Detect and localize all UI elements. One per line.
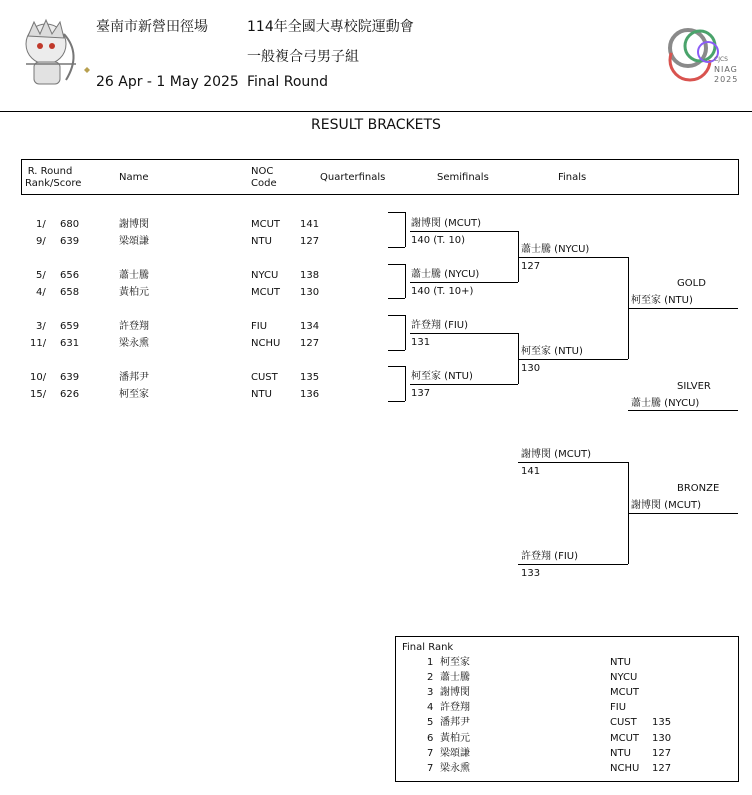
sf-score: 140 (T. 10) — [411, 235, 466, 246]
qf-line — [388, 350, 405, 351]
seed-noc: CUST — [251, 372, 278, 383]
sf-score: 131 — [411, 337, 431, 348]
rank-number: 5 — [427, 717, 434, 728]
seed-score: 626 — [60, 389, 80, 400]
col-noc-line2: Code — [251, 178, 277, 189]
sf-line — [410, 231, 518, 232]
rank-number: 2 — [427, 672, 434, 683]
seed-qf-score: 134 — [300, 321, 320, 332]
seed-rank: 9/ — [36, 236, 46, 247]
final-score: 127 — [521, 261, 541, 272]
rank-noc: MCUT — [610, 733, 640, 744]
event-name: 114年全國大專校院運動會 — [247, 19, 414, 35]
rank-name: 柯至家 — [440, 657, 470, 668]
logo-text-mid: NIAG — [714, 65, 738, 74]
games-logo — [662, 24, 740, 86]
rank-name: 潘邦尹 — [440, 717, 470, 728]
seed-score: 639 — [60, 236, 80, 247]
bronze-line — [518, 564, 628, 565]
rank-name: 梁永熏 — [440, 763, 470, 774]
bronze-name: 許登翔 (FIU) — [521, 551, 579, 562]
rank-score: 130 — [652, 733, 672, 744]
bronze-name: 謝博閔 (MCUT) — [521, 449, 592, 460]
seed-name: 謝博閔 — [119, 219, 149, 230]
division-name: 一般複合弓男子組 — [247, 49, 359, 65]
seed-noc: MCUT — [251, 287, 281, 298]
seed-rank: 10/ — [30, 372, 47, 383]
seed-noc: NYCU — [251, 270, 279, 281]
seed-qf-score: 130 — [300, 287, 320, 298]
final-name: 蕭士騰 (NYCU) — [521, 244, 590, 255]
qf-line — [405, 366, 406, 401]
seed-score: 656 — [60, 270, 80, 281]
col-rank-score-line1: R. Round — [27, 166, 73, 177]
sf-score: 137 — [411, 388, 431, 399]
logo-text-top: CJCS — [714, 56, 728, 63]
mascot-logo — [16, 14, 92, 94]
rank-number: 7 — [427, 748, 434, 759]
col-semifinals: Semifinals — [437, 172, 489, 183]
sf-name: 謝博閔 (MCUT) — [411, 218, 482, 229]
bronze-score: 133 — [521, 568, 541, 579]
seed-name: 潘邦尹 — [119, 372, 149, 383]
rank-score: 135 — [652, 717, 672, 728]
seed-noc: NTU — [251, 389, 272, 400]
qf-line — [388, 264, 405, 265]
sf-line — [410, 333, 518, 334]
rank-noc: MCUT — [610, 687, 640, 698]
round-name: Final Round — [247, 74, 329, 90]
final-rank-title: Final Rank — [402, 642, 454, 653]
col-quarterfinals: Quarterfinals — [320, 172, 386, 183]
qf-line — [388, 298, 405, 299]
event-dates: 26 Apr - 1 May 2025 — [96, 74, 239, 90]
seed-score: 680 — [60, 219, 80, 230]
gold-winner: 柯至家 (NTU) — [631, 295, 693, 306]
seed-score: 659 — [60, 321, 80, 332]
rank-number: 6 — [427, 733, 434, 744]
rank-name: 黃柏元 — [440, 733, 470, 744]
final-name: 柯至家 (NTU) — [521, 346, 583, 357]
gold-line — [628, 308, 738, 309]
qf-line — [388, 247, 405, 248]
rank-noc: CUST — [610, 717, 637, 728]
rank-score: 127 — [652, 748, 672, 759]
sf-score: 140 (T. 10+) — [411, 286, 474, 297]
bronze-score: 141 — [521, 466, 541, 477]
seed-noc: MCUT — [251, 219, 281, 230]
qf-line — [388, 366, 405, 367]
rank-noc: NTU — [610, 748, 631, 759]
col-name: Name — [119, 172, 149, 183]
header-divider — [0, 111, 752, 112]
col-rank-score-line2: Rank/Score — [25, 178, 82, 189]
rank-noc: NYCU — [610, 672, 638, 683]
seed-name: 蕭士騰 — [119, 270, 149, 281]
qf-line — [388, 401, 405, 402]
seed-score: 639 — [60, 372, 80, 383]
final-score: 130 — [521, 363, 541, 374]
rank-name: 謝博閔 — [440, 687, 470, 698]
page-title: RESULT BRACKETS — [311, 117, 441, 133]
rank-number: 3 — [427, 687, 434, 698]
silver-winner: 蕭士騰 (NYCU) — [631, 398, 700, 409]
logo-text-year: 2025 — [714, 75, 739, 84]
rank-noc: NCHU — [610, 763, 640, 774]
qf-line — [405, 264, 406, 298]
sf-line — [410, 384, 518, 385]
rank-name: 許登翔 — [440, 702, 470, 713]
seed-score: 631 — [60, 338, 80, 349]
seed-qf-score: 141 — [300, 219, 320, 230]
seed-name: 許登翔 — [119, 321, 149, 332]
qf-line — [388, 212, 405, 213]
seed-rank: 4/ — [36, 287, 46, 298]
seed-name: 黃柏元 — [119, 287, 149, 298]
rank-noc: FIU — [610, 702, 627, 713]
bronze-winner: 謝博閔 (MCUT) — [631, 500, 702, 511]
col-noc — [251, 166, 277, 190]
seed-name: 柯至家 — [119, 389, 149, 400]
bronze-label: BRONZE — [677, 483, 720, 494]
seed-qf-score: 135 — [300, 372, 320, 383]
seed-noc: NCHU — [251, 338, 281, 349]
rank-score: 127 — [652, 763, 672, 774]
final-line — [518, 359, 628, 360]
seed-noc: NTU — [251, 236, 272, 247]
rank-name: 梁頌謙 — [440, 748, 470, 759]
seed-name: 梁永熏 — [119, 338, 149, 349]
seed-rank: 1/ — [36, 219, 46, 230]
col-rank-score — [25, 166, 82, 190]
seed-score: 658 — [60, 287, 80, 298]
sf-name: 柯至家 (NTU) — [411, 371, 473, 382]
seed-qf-score: 138 — [300, 270, 320, 281]
seed-qf-score: 127 — [300, 338, 320, 349]
seed-qf-score: 127 — [300, 236, 320, 247]
sf-line — [410, 282, 518, 283]
rank-name: 蕭士騰 — [440, 672, 470, 683]
seed-name: 梁頌謙 — [119, 236, 149, 247]
bronze-line — [518, 462, 628, 463]
qf-line — [405, 315, 406, 350]
seed-qf-score: 136 — [300, 389, 320, 400]
final-line — [518, 257, 628, 258]
qf-line — [388, 315, 405, 316]
seed-rank: 15/ — [30, 389, 47, 400]
col-noc-line1: NOC — [251, 166, 274, 177]
venue-name: 臺南市新營田徑場 — [96, 19, 208, 35]
silver-label: SILVER — [677, 381, 711, 392]
gold-label: GOLD — [677, 278, 706, 289]
sf-name: 蕭士騰 (NYCU) — [411, 269, 480, 280]
seed-noc: FIU — [251, 321, 268, 332]
seed-rank: 11/ — [30, 338, 47, 349]
seed-rank: 3/ — [36, 321, 46, 332]
sf-name: 許登翔 (FIU) — [411, 320, 469, 331]
rank-noc: NTU — [610, 657, 631, 668]
col-finals: Finals — [558, 172, 587, 183]
bronze-winner-line — [628, 513, 738, 514]
rank-number: 1 — [427, 657, 434, 668]
silver-line — [628, 410, 738, 411]
seed-rank: 5/ — [36, 270, 46, 281]
rank-number: 4 — [427, 702, 434, 713]
qf-line — [405, 212, 406, 247]
rank-number: 7 — [427, 763, 434, 774]
